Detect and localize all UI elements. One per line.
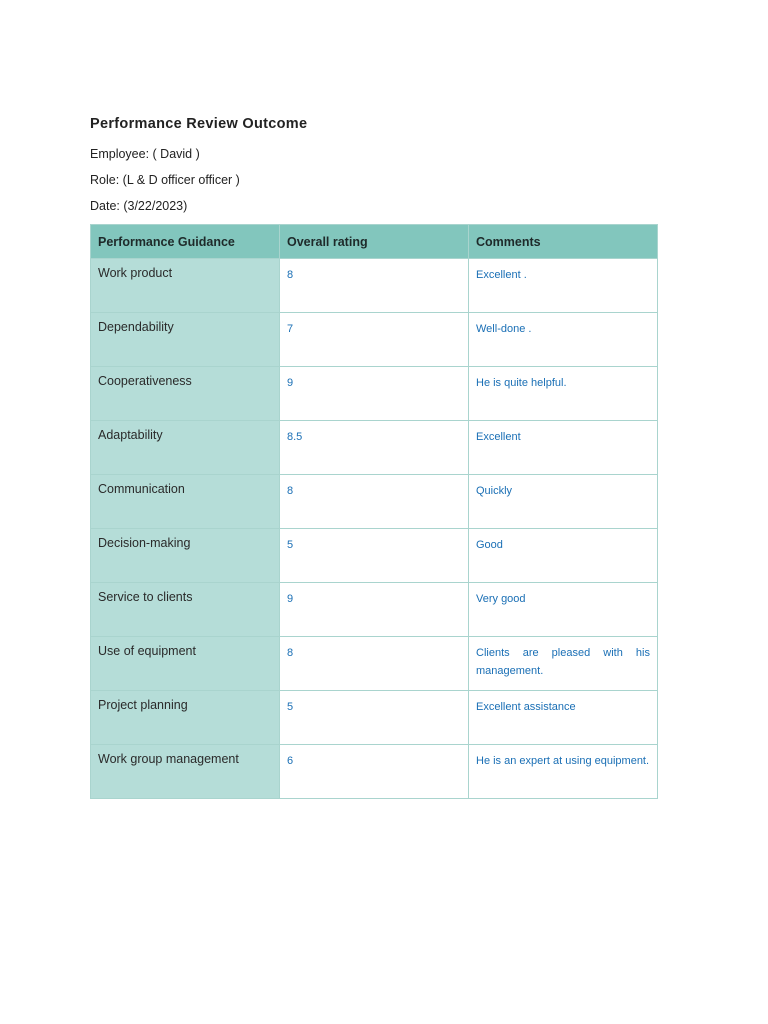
table-row <box>91 745 658 799</box>
table-row <box>91 583 658 637</box>
guidance-cell: Dependability <box>91 313 280 367</box>
comment-text: He is an expert at using equipment. <box>476 755 650 767</box>
table-row <box>91 529 658 583</box>
comment-text: Good <box>476 539 503 551</box>
guidance-cell: Use of equipment <box>91 637 280 691</box>
comment-cell <box>469 259 658 313</box>
guidance-cell: Project planning <box>91 691 280 745</box>
rating-cell: 8.5 <box>280 421 469 475</box>
guidance-cell: Adaptability <box>91 421 280 475</box>
employee-line: Employee: ( David ) <box>90 147 200 161</box>
guidance-cell: Communication <box>91 475 280 529</box>
table-header-row <box>91 225 658 259</box>
comment-cell <box>469 745 658 799</box>
comment-cell <box>469 313 658 367</box>
comment-cell <box>469 475 658 529</box>
table-row <box>91 313 658 367</box>
guidance-cell: Decision-making <box>91 529 280 583</box>
guidance-cell: Work product <box>91 259 280 313</box>
table-row <box>91 367 658 421</box>
comment-text: Well-done . <box>476 323 532 335</box>
guidance-cell: Cooperativeness <box>91 367 280 421</box>
rating-cell: 9 <box>280 583 469 637</box>
comment-cell <box>469 583 658 637</box>
comment-text: Excellent <box>476 431 521 443</box>
header-performance-guidance: Performance Guidance <box>91 225 280 259</box>
header-overall-rating: Overall rating <box>280 225 469 259</box>
rating-cell: 6 <box>280 745 469 799</box>
table-row <box>91 637 658 691</box>
rating-cell: 8 <box>280 637 469 691</box>
document-title: Performance Review Outcome <box>90 116 308 132</box>
comment-text: Very good <box>476 593 526 605</box>
rating-cell: 9 <box>280 367 469 421</box>
comment-text: Excellent assistance <box>476 701 576 713</box>
rating-cell: 8 <box>280 475 469 529</box>
comment-text: Excellent . <box>476 269 527 281</box>
rating-cell: 5 <box>280 691 469 745</box>
header-comments: Comments <box>469 225 658 259</box>
table-row <box>91 691 658 745</box>
guidance-cell: Service to clients <box>91 583 280 637</box>
comment-text: He is quite helpful. <box>476 377 567 389</box>
role-line: Role: (L & D officer officer ) <box>90 173 240 187</box>
date-line: Date: (3/22/2023) <box>90 199 188 213</box>
comment-cell <box>469 691 658 745</box>
review-table <box>90 224 658 799</box>
comment-cell <box>469 529 658 583</box>
table-row <box>91 475 658 529</box>
comment-cell <box>469 421 658 475</box>
comment-cell <box>469 367 658 421</box>
rating-cell: 5 <box>280 529 469 583</box>
comment-cell <box>469 637 658 691</box>
rating-cell: 7 <box>280 313 469 367</box>
comment-text: Quickly <box>476 485 513 497</box>
table-row <box>91 421 658 475</box>
guidance-cell: Work group management <box>91 745 280 799</box>
table-row <box>91 259 658 313</box>
document-page <box>90 114 657 799</box>
rating-cell: 8 <box>280 259 469 313</box>
comment-text: Clients are pleased with his management. <box>476 647 650 677</box>
